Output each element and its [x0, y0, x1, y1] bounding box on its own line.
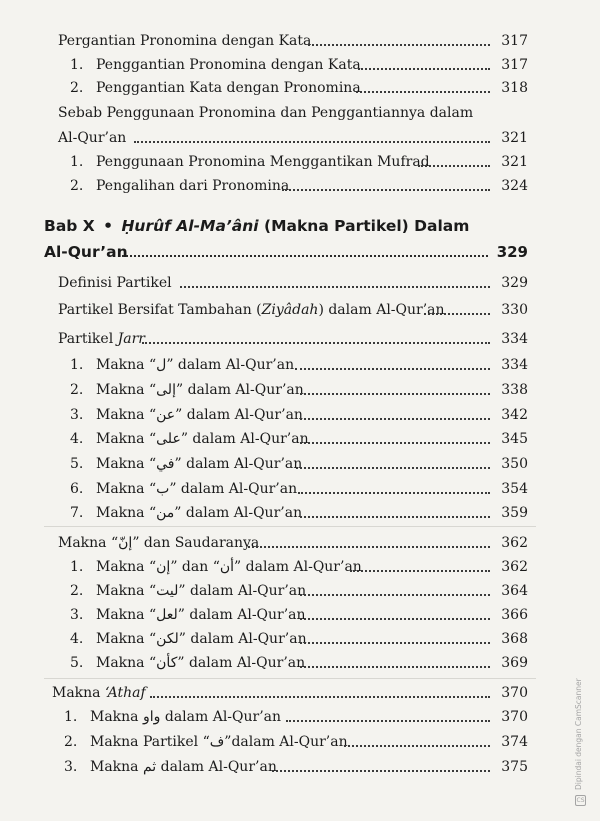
entry-title-line2: Al-Qur’an — [58, 130, 127, 146]
entry-title: 3. Makna “لعل” dalam Al-Qur’an — [70, 604, 306, 626]
entry-title: Partikel Jarr — [58, 331, 145, 347]
camscanner-icon: CS — [576, 797, 585, 804]
entry-title: 2. Makna “ليت” dalam Al-Qur’an — [70, 580, 306, 602]
entry-title-line1: Sebab Penggunaan Pronomina dan Penggantiannya dalam — [58, 105, 474, 121]
page-number: 330 — [501, 302, 528, 318]
toc-entry — [0, 428, 600, 450]
entry-title: 3. Makna ثم dalam Al-Qur’an — [64, 756, 277, 778]
dot-leader — [296, 467, 490, 469]
toc-entry — [0, 731, 600, 753]
toc-entry — [0, 299, 600, 321]
toc-entry — [0, 328, 600, 350]
entry-index: 4. — [70, 631, 84, 647]
entry-title: 2. Penggantian Kata dengan Pronomina — [70, 77, 361, 99]
dot-leader — [300, 618, 490, 620]
page-number: 329 — [501, 275, 528, 291]
entry-title: 4. Makna “على” dalam Al-Qur’an — [70, 428, 309, 450]
entry-title: Partikel Bersifat Tambahan (Ziyâdah) dalam Al-Qur’an — [58, 302, 445, 318]
dot-leader — [134, 141, 490, 143]
dot-leader — [418, 165, 490, 167]
entry-index: 3. — [64, 759, 78, 775]
toc-entry — [0, 652, 600, 674]
toc-entry — [0, 54, 600, 76]
entry-index: 2. — [64, 734, 78, 750]
dot-leader — [300, 418, 490, 420]
dot-leader — [356, 91, 490, 93]
dot-leader — [272, 770, 490, 772]
page-number: 324 — [501, 178, 528, 194]
toc-entry — [0, 175, 600, 197]
chapter-page-number: 329 — [496, 243, 528, 261]
page-number: 334 — [501, 331, 528, 347]
dot-leader — [300, 516, 490, 518]
dot-leader — [300, 442, 490, 444]
entry-title: Makna ‘Athaf — [52, 685, 146, 701]
toc-entry — [0, 77, 600, 99]
page-number: 370 — [501, 709, 528, 725]
chapter-label: Bab X — [44, 217, 95, 235]
entry-index: 7. — [70, 505, 84, 521]
toc-entry — [0, 756, 600, 778]
page-number: 350 — [501, 456, 528, 472]
toc-entry — [0, 478, 600, 500]
toc-entry — [0, 580, 600, 602]
toc-entry — [0, 682, 600, 704]
toc-entry — [0, 151, 600, 173]
entry-index: 3. — [70, 407, 84, 423]
page-number: 338 — [501, 382, 528, 398]
toc-entry — [0, 404, 600, 426]
page-number: 374 — [501, 734, 528, 750]
dot-leader — [300, 393, 490, 395]
dot-leader — [122, 255, 488, 257]
dot-leader — [298, 492, 490, 494]
entry-index: 1. — [70, 154, 84, 170]
page-number: 334 — [501, 357, 528, 373]
toc-entry — [0, 706, 600, 728]
chapter-heading-line2: Al-Qur’an — [44, 243, 128, 261]
entry-title: Pergantian Pronomina dengan Kata — [58, 33, 312, 49]
entry-index: 6. — [70, 481, 84, 497]
toc-entry — [0, 30, 600, 52]
entry-title: 2. Makna Partikel “ف”dalam Al-Qur’an — [64, 731, 348, 753]
page-number: 366 — [501, 607, 528, 623]
entry-title: 1. Makna واو dalam Al-Qur’an — [64, 706, 281, 728]
page-number: 345 — [501, 431, 528, 447]
entry-title: 4. Makna “لكن” dalam Al-Qur’an — [70, 628, 307, 650]
toc-entry — [0, 453, 600, 475]
entry-title: Makna “إنّ” dan Saudaranya — [58, 535, 260, 551]
page-number: 342 — [501, 407, 528, 423]
dot-leader — [424, 313, 490, 315]
chapter-bullet: • — [103, 217, 114, 235]
page-number: 317 — [501, 57, 528, 73]
section-divider — [44, 678, 536, 679]
dot-leader — [308, 44, 490, 46]
toc-entry — [0, 532, 600, 554]
scanner-watermark: Dipindai dengan CamScanner — [574, 678, 583, 790]
entry-index: 2. — [70, 583, 84, 599]
page-number: 321 — [501, 130, 528, 146]
chapter-title-italic: Ḥurûf Al-Ma’âni — [121, 217, 259, 235]
toc-entry — [0, 604, 600, 626]
entry-index: 1. — [64, 709, 78, 725]
entry-index: 2. — [70, 80, 84, 96]
page-number: 354 — [501, 481, 528, 497]
section-divider — [44, 526, 536, 527]
toc-entry — [0, 556, 600, 578]
entry-title: 1. Penggunaan Pronomina Menggantikan Mufrad — [70, 151, 430, 173]
entry-title: 1. Makna “ﻝ” dalam Al-Qur’an — [70, 354, 294, 376]
dot-leader — [344, 745, 490, 747]
chapter-title-rest: (Makna Partikel) Dalam — [264, 217, 470, 235]
chapter-heading-line1 — [44, 214, 469, 238]
dot-leader — [248, 546, 490, 548]
page-number: 317 — [501, 33, 528, 49]
entry-index: 1. — [70, 357, 84, 373]
dot-leader — [142, 342, 490, 344]
page-number: 318 — [501, 80, 528, 96]
entry-index: 3. — [70, 607, 84, 623]
toc-entry — [0, 127, 600, 149]
toc-entry — [0, 502, 600, 524]
entry-title: 1. Makna “إن” dan “أن” dalam Al-Qur’an — [70, 556, 362, 578]
toc-entry — [0, 628, 600, 650]
entry-title: 2. Makna “إلى” dalam Al-Qur’an — [70, 379, 304, 401]
page-number: 362 — [501, 559, 528, 575]
dot-leader — [282, 189, 490, 191]
page-number: 368 — [501, 631, 528, 647]
toc-entry — [0, 354, 600, 376]
entry-title: 2. Pengalihan dari Pronomina — [70, 175, 289, 197]
entry-index: 5. — [70, 655, 84, 671]
page-number: 359 — [501, 505, 528, 521]
toc-entry — [0, 379, 600, 401]
entry-index: 4. — [70, 431, 84, 447]
entry-title: 7. Makna “من” dalam Al-Qur’an — [70, 502, 302, 524]
page-number: 364 — [501, 583, 528, 599]
entry-title: Definisi Partikel — [58, 275, 172, 291]
entry-title: 5. Makna “في” dalam Al-Qur’an — [70, 453, 302, 475]
entry-index: 2. — [70, 382, 84, 398]
entry-title: 6. Makna “ﺏ” dalam Al-Qur’an — [70, 478, 297, 500]
page-number: 370 — [501, 685, 528, 701]
entry-title: 1. Penggantian Pronomina dengan Kata — [70, 54, 361, 76]
page-number: 369 — [501, 655, 528, 671]
dot-leader — [150, 696, 490, 698]
entry-title: 5. Makna “كأن” dalam Al-Qur’an — [70, 652, 305, 674]
page-number: 362 — [501, 535, 528, 551]
entry-index: 5. — [70, 456, 84, 472]
dot-leader — [300, 594, 490, 596]
dot-leader — [358, 68, 490, 70]
entry-title: 3. Makna “عن” dalam Al-Qur’an — [70, 404, 303, 426]
dot-leader — [180, 286, 490, 288]
dot-leader — [300, 666, 490, 668]
page-number: 375 — [501, 759, 528, 775]
dot-leader — [295, 368, 490, 370]
entry-index: 1. — [70, 559, 84, 575]
dot-leader — [350, 570, 490, 572]
entry-index: 1. — [70, 57, 84, 73]
dot-leader — [300, 642, 490, 644]
entry-index: 2. — [70, 178, 84, 194]
page-number: 321 — [501, 154, 528, 170]
toc-entry — [0, 272, 600, 294]
dot-leader — [286, 720, 490, 722]
